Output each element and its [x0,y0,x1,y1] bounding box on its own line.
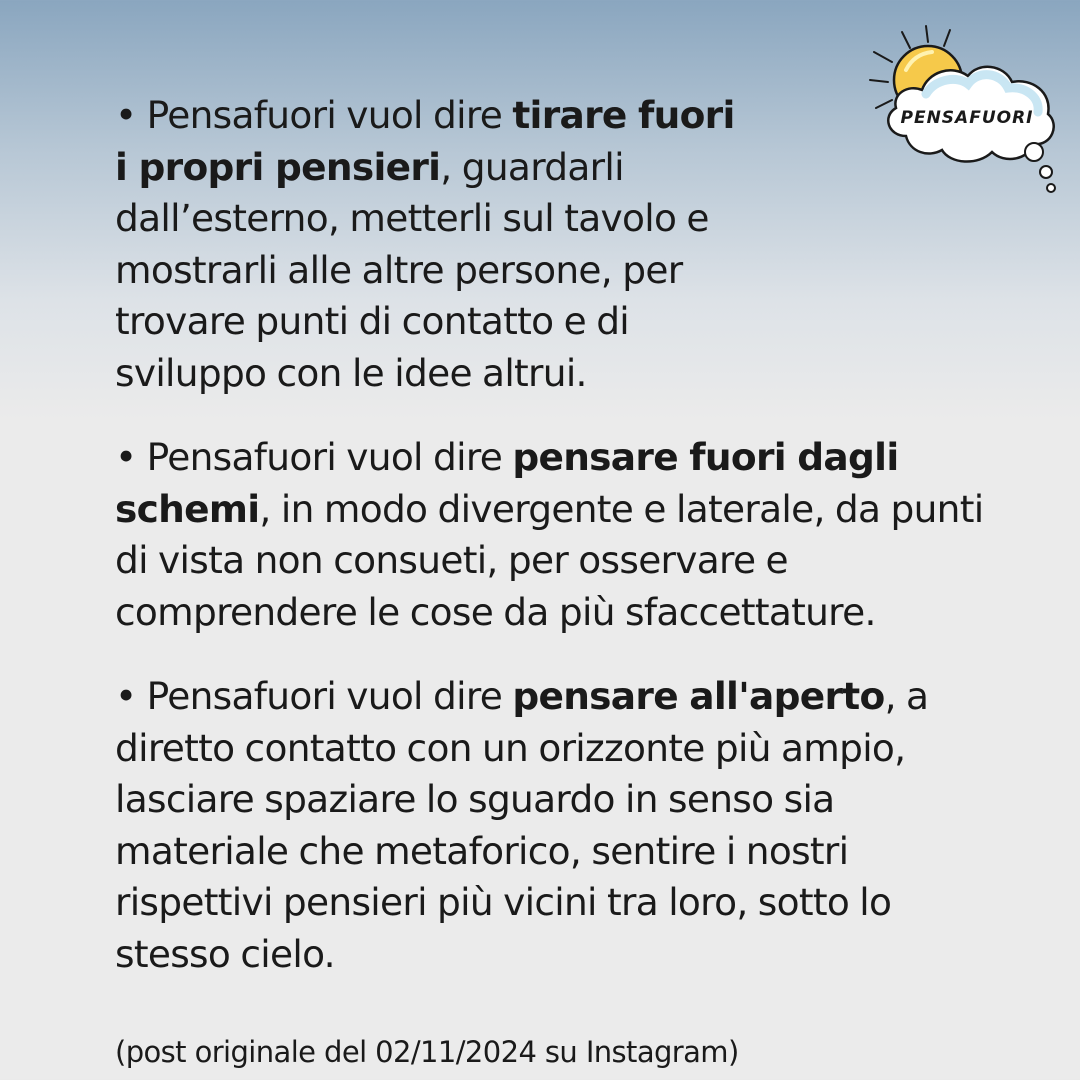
paragraph-2 [115,432,1015,638]
bullet: • [115,674,137,718]
paragraph-bold: tirare fuori i propri pensieri [115,93,735,189]
paragraph-lead: Pensafuori vuol dire [146,435,513,479]
bullet: • [115,93,137,137]
logo-text: PENSAFUORI [900,108,1034,128]
paragraph-1 [115,90,755,399]
paragraph-lead: Pensafuori vuol dire [146,93,513,137]
paragraph-bold: pensare all'aperto [512,674,885,718]
paragraph-rest: , a diretto contatto con un orizzonte più ampio, lasciare spaziare lo sguardo in senso sia materiale che metaforico, sentire i nostri rispettivi pensieri più vicini tra loro, sotto lo stesso cielo. [115,674,929,976]
paragraph-lead: Pensafuori vuol dire [146,674,513,718]
paragraph-bold: pensare fuori dagli schemi [115,435,899,531]
paragraph-rest: , in modo divergente e laterale, da punti di vista non consueti, per osservare e comprendere le cose da più sfaccettature. [115,486,984,634]
main-content [115,90,1015,1080]
paragraph-rest: , guardarli dall’esterno, metterli sul tavolo e mostrarli alle altre persone, per trovare punti di contatto e di sviluppo con le idee altrui. [115,144,709,395]
bullet: • [115,435,137,479]
paragraph-3 [115,671,1015,980]
footer-note: (post originale del 02/11/2024 su Instagram) [115,1035,739,1069]
